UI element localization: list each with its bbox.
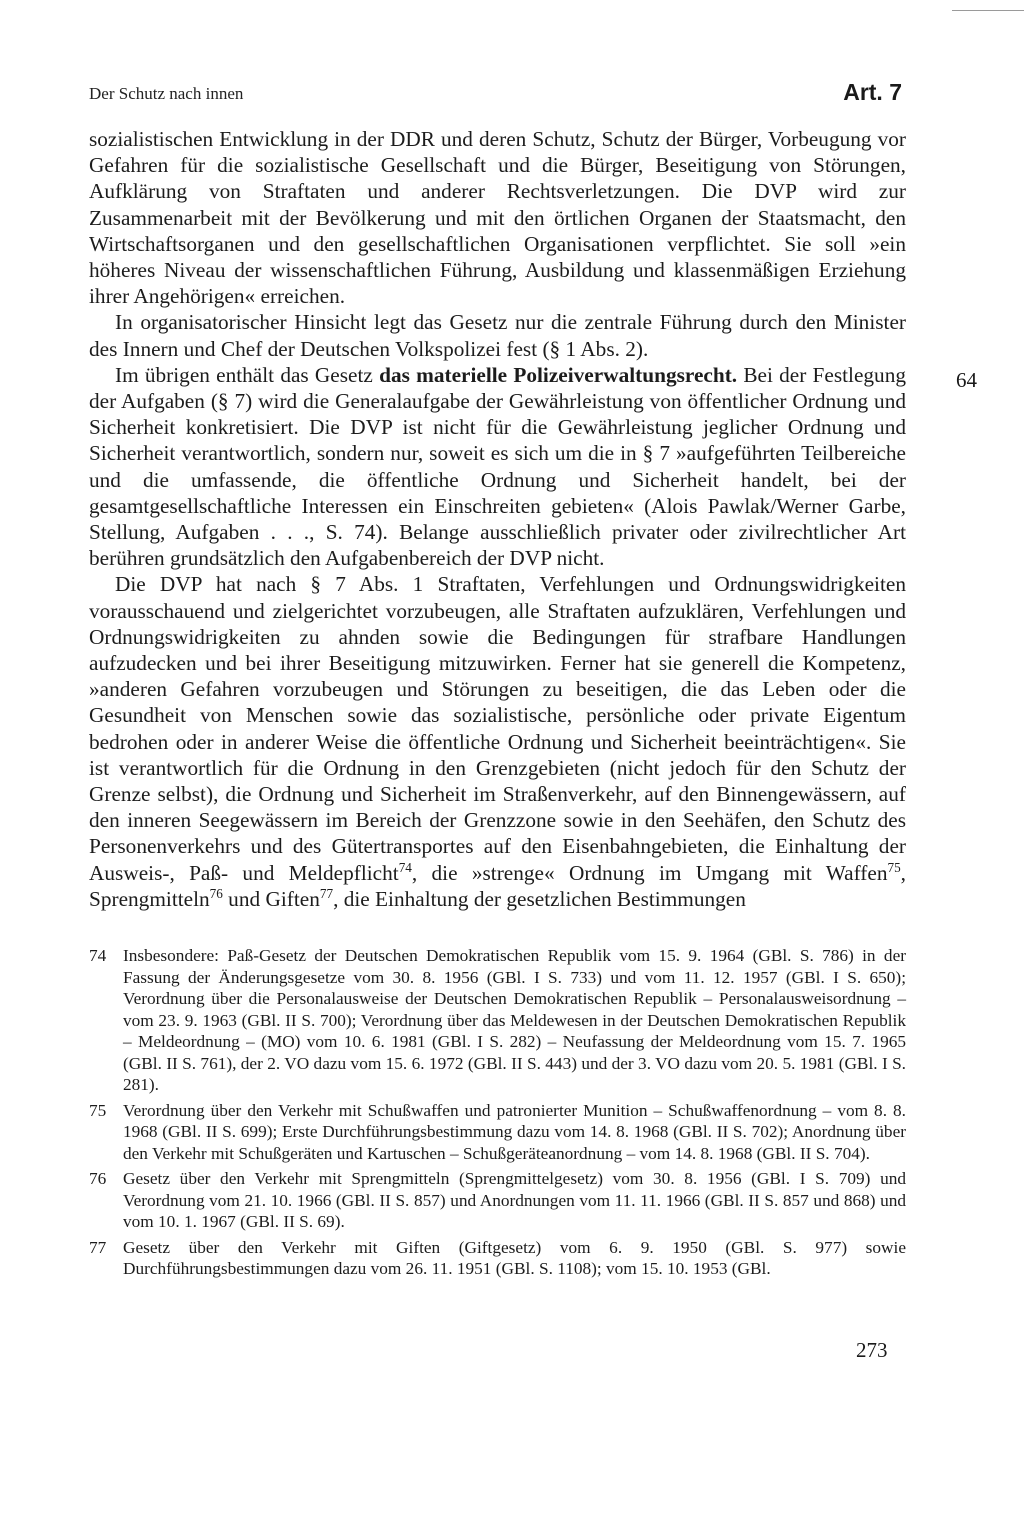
footnote-ref-77[interactable]: 77 — [319, 885, 334, 901]
footnote-text: Gesetz über den Verkehr mit Sprengmitteln (Sprengmittelgesetz) vom 30. 8. 1956 (GBl. I S. 709) und Verordnung vom 21. 10. 1966 (GBl. II S. 857) und Anordnungen vom 11. 11. 1966 (GBl. II S. 857 und 868) und vom 10. 1. 1967 (GBl. II S. 69). — [123, 1169, 906, 1231]
footnote-74 — [89, 945, 906, 1096]
footnotes — [89, 945, 906, 1284]
footnote-75 — [89, 1100, 906, 1165]
footnote-text: Insbesondere: Paß-Gesetz der Deutschen Demokratischen Republik vom 15. 9. 1964 (GBl. S. 786) in der Fassung der Änderungsgesetze vom 30. 8. 1956 (GBl. I S. 733) und vom 11. 12. 1957 (GBl. I S. 650); Verordnung über die Personalausweise der Deutschen Demokratischen Republik – Personalausweisordnung – vom 23. 9. 1963 (GBl. II S. 700); Verordnung über das Meldewesen in der Deutschen Demokratischen Republik – Meldeordnung – (MO) vom 10. 6. 1981 (GBl. I S. 282) – Neufassung der Meldeordnung vom 15. 7. 1965 (GBl. II S. 761), der 2. VO dazu vom 15. 6. 1972 (GBl. II S. 443) und der 3. VO dazu vom 20. 5. 1981 (GBl. I S. 281). — [123, 946, 906, 1094]
article-label: Art. 7 — [843, 79, 902, 105]
margin-number: 64 — [956, 368, 977, 392]
paragraph-4-text-4: und Giften — [222, 886, 320, 911]
paragraph-4-text-1: Die DVP hat nach § 7 Abs. 1 Straftaten, Verfehlungen und Ordnungswidrigkeiten vorausschauend und zielgerichtet vorzubeugen, alle Straftaten aufzuklären, Verfehlungen und Ordnungswidrigkeiten zu ahnden sowie die Bedingungen für strafbare Handlungen aufzudecken und bei ihrer Beseitigung mitzuwirken. Ferner hat sie generell die Kompetenz, »anderen Gefahren vorzubeugen und Störungen zu beseitigen, die das Leben oder die Gesundheit von Menschen sowie das sozialistische, persönliche oder private Eigentum bedrohen oder in anderer Weise die öffentliche Ordnung und Sicherheit beeinträchtigen«. Sie ist verantwortlich für die Ordnung in den Grenzgebieten (nicht jedoch für den Schutz der Grenze selbst), die Ordnung und Sicherheit im Straßenverkehr, auf den Binnengewässern, auf den inneren Seegewässern im Bereich der Grenzzone sowie in den Seehäfen, den Schutz des Personenverkehrs und des Gütertransportes auf den Eisenbahngebieten, die Einhaltung der Ausweis-, Paß- und Meldepflicht — [89, 572, 906, 885]
running-header — [89, 80, 904, 110]
body-text — [89, 126, 906, 912]
footnote-ref-76[interactable]: 76 — [209, 885, 223, 901]
paragraph-3-emphasis: das materielle Polizeiverwaltungsrecht. — [379, 362, 738, 387]
paragraph-4 — [89, 571, 906, 912]
paragraph-3-text-end: Bei der Festlegung der Aufgaben (§ 7) wird die Generalaufgabe der Gewährleistung von öffentlicher Ordnung und Sicherheit konkretisiert. Die DVP ist nicht für die Gewährleistung jeglicher Ordnung und Sicherheit verantwortlich, sondern nur, soweit es sich um die in § 7 »aufgeführten Teilbereiche und die umfassende, die öffentliche Ordnung und Sicherheit handelt, bei der gesamtgesellschaftliche Interessen ein Einschreiten gebieten« (Alois Pawlak/Werner Garbe, Stellung, Aufgaben . . ., S. 74). Belange ausschließlich privater oder zivilrechtlicher Art berühren grundsätzlich den Aufgabenbereich der DVP nicht. — [89, 362, 907, 571]
paragraph-2: In organisatorischer Hinsicht legt das Gesetz nur die zentrale Führung durch den Minister des Innern und Chef der Deutschen Volkspolizei fest (§ 1 Abs. 2). — [89, 310, 906, 361]
footnote-ref-75[interactable]: 75 — [887, 859, 901, 875]
paragraph-4-text-3: , Sprengmitteln — [89, 860, 906, 911]
paragraph-3 — [89, 362, 906, 572]
top-edge-rule — [952, 10, 1024, 11]
paragraph-4-text-2: , die »strenge« Ordnung im Umgang mit Waffen — [411, 860, 888, 885]
footnote-ref-74[interactable]: 74 — [398, 859, 412, 875]
running-title: Der Schutz nach innen — [89, 84, 244, 103]
footnote-number: 77 — [89, 1237, 107, 1257]
footnote-77 — [89, 1237, 906, 1280]
footnote-number: 76 — [89, 1169, 107, 1188]
paragraph-4-text-5: , die Einhaltung der gesetzlichen Bestimmungen — [333, 886, 746, 911]
footnote-number: 75 — [89, 1100, 107, 1120]
page-number: 273 — [856, 1338, 888, 1362]
footnote-number: 74 — [89, 946, 107, 965]
paragraph-1: sozialistischen Entwicklung in der DDR und deren Schutz, Schutz der Bürger, Vorbeugung vor Gefahren für die sozialistische Gesellschaft und die Bürger, Beseitigung von Störungen, Aufklärung von Straftaten und anderer Rechtsverletzungen. Die DVP wird zur Zusammenarbeit mit der Bevölkerung und mit den örtlichen Organen der Staatsmacht, den Wirtschaftsorganen und den gesellschaftlichen Organisationen verpflichtet. Sie soll »ein höheres Niveau der wissenschaftlichen Führung, Ausbildung und klassenmäßigen Erziehung ihrer Angehörigen« erreichen. — [89, 127, 906, 309]
footnote-text: Verordnung über den Verkehr mit Schußwaffen und patronierter Munition – Schußwaffenordnung – vom 8. 8. 1968 (GBl. II S. 699); Erste Durchführungsbestimmung dazu vom 14. 8. 1968 (GBl. II S. 702); Anordnung über den Verkehr mit Schußgeräten und Kartuschen – Schußgeräteanordnung – vom 14. 8. 1968 (GBl. II S. 704). — [123, 1100, 906, 1163]
footnote-76 — [89, 1168, 906, 1233]
footnote-text: Gesetz über den Verkehr mit Giften (Giftgesetz) vom 6. 9. 1950 (GBl. S. 977) sowie Durchführungsbestimmungen dazu vom 26. 11. 1951 (GBl. S. 1108); vom 15. 10. 1953 (GBl. — [123, 1237, 906, 1278]
paragraph-3-text-start: Im übrigen enthält das Gesetz — [115, 362, 380, 387]
